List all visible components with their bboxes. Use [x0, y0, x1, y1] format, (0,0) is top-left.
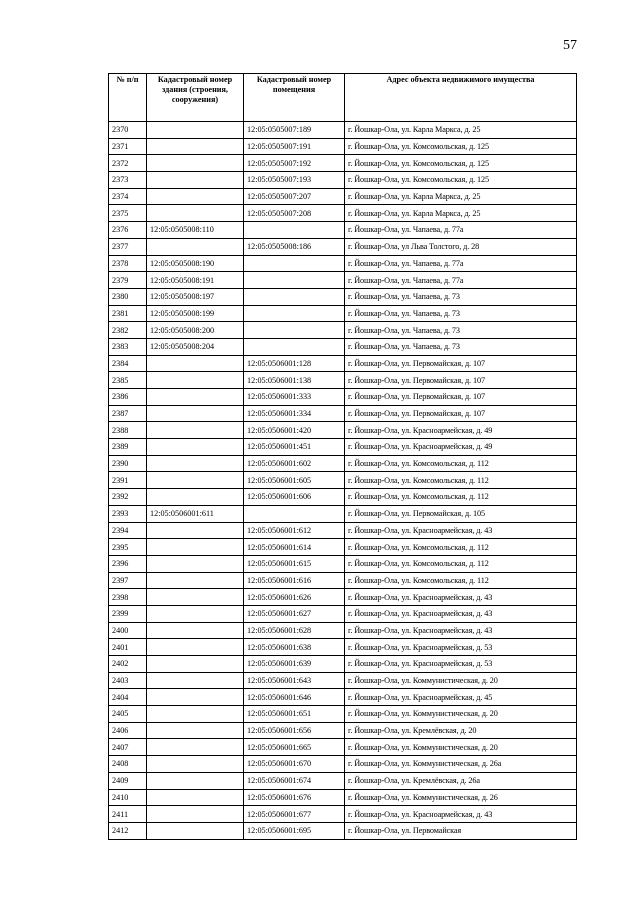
- address-cell: г. Йошкар-Ола, ул. Комсомольская, д. 125: [345, 138, 577, 155]
- table-row: [109, 789, 577, 806]
- table-row: [109, 439, 577, 456]
- header-row: [109, 74, 577, 122]
- premises-cadastral-cell: 12:05:0505008:186: [244, 238, 345, 255]
- row-number-cell: 2392: [109, 489, 147, 506]
- premises-cadastral-cell: 12:05:0506001:627: [244, 605, 345, 622]
- table-row: [109, 489, 577, 506]
- table-row: [109, 589, 577, 606]
- row-number-cell: 2387: [109, 405, 147, 422]
- building-cadastral-cell: [147, 405, 244, 422]
- row-number-cell: 2378: [109, 255, 147, 272]
- table-row: [109, 722, 577, 739]
- address-cell: г. Йошкар-Ола, ул. Комсомольская, д. 112: [345, 572, 577, 589]
- premises-cadastral-cell: 12:05:0506001:606: [244, 489, 345, 506]
- table-row: [109, 122, 577, 139]
- row-number-cell: 2385: [109, 372, 147, 389]
- table-row: [109, 222, 577, 239]
- table-row: [109, 756, 577, 773]
- premises-cadastral-cell: 12:05:0505007:192: [244, 155, 345, 172]
- building-cadastral-cell: [147, 539, 244, 556]
- table-row: [109, 505, 577, 522]
- premises-cadastral-cell: 12:05:0506001:639: [244, 656, 345, 673]
- table-row: [109, 689, 577, 706]
- row-number-cell: 2372: [109, 155, 147, 172]
- building-cadastral-cell: [147, 689, 244, 706]
- row-number-cell: 2376: [109, 222, 147, 239]
- premises-cadastral-cell: 12:05:0505007:189: [244, 122, 345, 139]
- table-row: [109, 172, 577, 189]
- premises-cadastral-cell: [244, 272, 345, 289]
- table-row: [109, 305, 577, 322]
- premises-cadastral-cell: 12:05:0506001:128: [244, 355, 345, 372]
- premises-cadastral-cell: 12:05:0506001:420: [244, 422, 345, 439]
- building-cadastral-cell: [147, 772, 244, 789]
- building-cadastral-cell: [147, 238, 244, 255]
- address-cell: г. Йошкар-Ола, ул. Чапаева, д. 77а: [345, 255, 577, 272]
- table-row: [109, 138, 577, 155]
- address-cell: г. Йошкар-Ола, ул. Чапаева, д. 73: [345, 288, 577, 305]
- premises-cadastral-cell: 12:05:0506001:651: [244, 706, 345, 723]
- building-cadastral-cell: [147, 722, 244, 739]
- row-number-cell: 2379: [109, 272, 147, 289]
- header-address: Адрес объекта недвижимого имущества: [345, 74, 577, 122]
- table-row: [109, 622, 577, 639]
- table-row: [109, 522, 577, 539]
- address-cell: г. Йошкар-Ола, ул. Чапаева, д. 77а: [345, 222, 577, 239]
- table-row: [109, 372, 577, 389]
- row-number-cell: 2405: [109, 706, 147, 723]
- row-number-cell: 2381: [109, 305, 147, 322]
- building-cadastral-cell: [147, 789, 244, 806]
- building-cadastral-cell: [147, 806, 244, 823]
- address-cell: г. Йошкар-Ола, ул. Комсомольская, д. 112: [345, 472, 577, 489]
- building-cadastral-cell: [147, 138, 244, 155]
- building-cadastral-cell: [147, 822, 244, 839]
- row-number-cell: 2396: [109, 555, 147, 572]
- row-number-cell: 2380: [109, 288, 147, 305]
- address-cell: г. Йошкар-Ола, ул. Карла Маркса, д. 25: [345, 188, 577, 205]
- address-cell: г. Йошкар-Ола, ул. Комсомольская, д. 112: [345, 539, 577, 556]
- row-number-cell: 2370: [109, 122, 147, 139]
- premises-cadastral-cell: 12:05:0506001:451: [244, 439, 345, 456]
- address-cell: г. Йошкар-Ола, ул. Первомайская, д. 107: [345, 389, 577, 406]
- building-cadastral-cell: [147, 605, 244, 622]
- address-cell: г. Йошкар-Ола, ул. Красноармейская, д. 43: [345, 806, 577, 823]
- premises-cadastral-cell: 12:05:0505007:207: [244, 188, 345, 205]
- building-cadastral-cell: [147, 155, 244, 172]
- table-header: [109, 74, 577, 122]
- header-building-cadastral: Кадастровый номер здания (строения, сооружения): [147, 74, 244, 122]
- address-cell: г. Йошкар-Ола, ул. Первомайская, д. 107: [345, 372, 577, 389]
- premises-cadastral-cell: 12:05:0506001:612: [244, 522, 345, 539]
- table-row: [109, 539, 577, 556]
- table-row: [109, 605, 577, 622]
- address-cell: г. Йошкар-Ола, ул. Красноармейская, д. 45: [345, 689, 577, 706]
- row-number-cell: 2402: [109, 656, 147, 673]
- building-cadastral-cell: 12:05:0505008:197: [147, 288, 244, 305]
- address-cell: г. Йошкар-Ола, ул. Коммунистическая, д. 26а: [345, 756, 577, 773]
- table-row: [109, 455, 577, 472]
- premises-cadastral-cell: 12:05:0506001:676: [244, 789, 345, 806]
- table-row: [109, 772, 577, 789]
- address-cell: г. Йошкар-Ола, ул. Комсомольская, д. 125: [345, 155, 577, 172]
- table-row: [109, 572, 577, 589]
- row-number-cell: 2393: [109, 505, 147, 522]
- address-cell: г. Йошкар-Ола, ул. Первомайская, д. 105: [345, 505, 577, 522]
- premises-cadastral-cell: [244, 288, 345, 305]
- premises-cadastral-cell: 12:05:0506001:638: [244, 639, 345, 656]
- premises-cadastral-cell: [244, 305, 345, 322]
- building-cadastral-cell: 12:05:0505008:204: [147, 338, 244, 355]
- building-cadastral-cell: [147, 739, 244, 756]
- address-cell: г. Йошкар-Ола, ул. Первомайская, д. 107: [345, 355, 577, 372]
- row-number-cell: 2384: [109, 355, 147, 372]
- header-premises-cadastral: Кадастровый номер помещения: [244, 74, 345, 122]
- table-row: [109, 355, 577, 372]
- row-number-cell: 2375: [109, 205, 147, 222]
- building-cadastral-cell: [147, 756, 244, 773]
- table-body: [109, 122, 577, 840]
- building-cadastral-cell: 12:05:0506001:611: [147, 505, 244, 522]
- premises-cadastral-cell: 12:05:0506001:674: [244, 772, 345, 789]
- address-cell: г. Йошкар-Ола, ул. Карла Маркса, д. 25: [345, 122, 577, 139]
- building-cadastral-cell: 12:05:0505008:190: [147, 255, 244, 272]
- building-cadastral-cell: [147, 572, 244, 589]
- table-row: [109, 338, 577, 355]
- row-number-cell: 2401: [109, 639, 147, 656]
- table-row: [109, 739, 577, 756]
- row-number-cell: 2389: [109, 439, 147, 456]
- building-cadastral-cell: 12:05:0505008:191: [147, 272, 244, 289]
- premises-cadastral-cell: 12:05:0506001:670: [244, 756, 345, 773]
- building-cadastral-cell: [147, 389, 244, 406]
- row-number-cell: 2410: [109, 789, 147, 806]
- address-cell: г. Йошкар-Ола, ул. Первомайская: [345, 822, 577, 839]
- address-cell: г. Йошкар-Ола, ул. Красноармейская, д. 43: [345, 589, 577, 606]
- row-number-cell: 2403: [109, 672, 147, 689]
- table-row: [109, 155, 577, 172]
- row-number-cell: 2411: [109, 806, 147, 823]
- building-cadastral-cell: [147, 355, 244, 372]
- row-number-cell: 2407: [109, 739, 147, 756]
- row-number-cell: 2394: [109, 522, 147, 539]
- address-cell: г. Йошкар-Ола, ул. Комсомольская, д. 112: [345, 489, 577, 506]
- premises-cadastral-cell: 12:05:0505007:191: [244, 138, 345, 155]
- table-row: [109, 656, 577, 673]
- premises-cadastral-cell: 12:05:0506001:334: [244, 405, 345, 422]
- building-cadastral-cell: [147, 472, 244, 489]
- premises-cadastral-cell: 12:05:0506001:605: [244, 472, 345, 489]
- row-number-cell: 2399: [109, 605, 147, 622]
- address-cell: г. Йошкар-Ола, ул. Первомайская, д. 107: [345, 405, 577, 422]
- address-cell: г. Йошкар-Ола, ул. Коммунистическая, д. 20: [345, 706, 577, 723]
- premises-cadastral-cell: 12:05:0506001:656: [244, 722, 345, 739]
- address-cell: г. Йошкар-Ола, ул. Красноармейская, д. 53: [345, 656, 577, 673]
- premises-cadastral-cell: 12:05:0506001:614: [244, 539, 345, 556]
- row-number-cell: 2404: [109, 689, 147, 706]
- address-cell: г. Йошкар-Ола, ул Льва Толстого, д. 28: [345, 238, 577, 255]
- row-number-cell: 2373: [109, 172, 147, 189]
- address-cell: г. Йошкар-Ола, ул. Красноармейская, д. 43: [345, 605, 577, 622]
- table-row: [109, 822, 577, 839]
- premises-cadastral-cell: 12:05:0506001:626: [244, 589, 345, 606]
- building-cadastral-cell: [147, 706, 244, 723]
- address-cell: г. Йошкар-Ола, ул. Чапаева, д. 73: [345, 305, 577, 322]
- building-cadastral-cell: [147, 372, 244, 389]
- table-row: [109, 238, 577, 255]
- premises-cadastral-cell: 12:05:0506001:695: [244, 822, 345, 839]
- table-row: [109, 389, 577, 406]
- premises-cadastral-cell: [244, 222, 345, 239]
- table-row: [109, 706, 577, 723]
- premises-cadastral-cell: 12:05:0506001:602: [244, 455, 345, 472]
- premises-cadastral-cell: 12:05:0506001:646: [244, 689, 345, 706]
- building-cadastral-cell: 12:05:0505008:200: [147, 322, 244, 339]
- address-cell: г. Йошкар-Ола, ул. Чапаева, д. 73: [345, 338, 577, 355]
- premises-cadastral-cell: [244, 255, 345, 272]
- premises-cadastral-cell: [244, 338, 345, 355]
- premises-cadastral-cell: 12:05:0505007:193: [244, 172, 345, 189]
- building-cadastral-cell: [147, 639, 244, 656]
- row-number-cell: 2390: [109, 455, 147, 472]
- table-row: [109, 555, 577, 572]
- building-cadastral-cell: [147, 555, 244, 572]
- table-row: [109, 405, 577, 422]
- address-cell: г. Йошкар-Ола, ул. Чапаева, д. 77а: [345, 272, 577, 289]
- premises-cadastral-cell: 12:05:0506001:138: [244, 372, 345, 389]
- premises-cadastral-cell: 12:05:0506001:615: [244, 555, 345, 572]
- building-cadastral-cell: [147, 455, 244, 472]
- row-number-cell: 2382: [109, 322, 147, 339]
- address-cell: г. Йошкар-Ола, ул. Красноармейская, д. 49: [345, 422, 577, 439]
- row-number-cell: 2398: [109, 589, 147, 606]
- row-number-cell: 2412: [109, 822, 147, 839]
- row-number-cell: 2371: [109, 138, 147, 155]
- premises-cadastral-cell: 12:05:0506001:616: [244, 572, 345, 589]
- address-cell: г. Йошкар-Ола, ул. Карла Маркса, д. 25: [345, 205, 577, 222]
- table-row: [109, 255, 577, 272]
- premises-cadastral-cell: 12:05:0506001:628: [244, 622, 345, 639]
- row-number-cell: 2374: [109, 188, 147, 205]
- address-cell: г. Йошкар-Ола, ул. Чапаева, д. 73: [345, 322, 577, 339]
- premises-cadastral-cell: 12:05:0506001:643: [244, 672, 345, 689]
- row-number-cell: 2406: [109, 722, 147, 739]
- building-cadastral-cell: [147, 422, 244, 439]
- building-cadastral-cell: [147, 205, 244, 222]
- address-cell: г. Йошкар-Ола, ул. Красноармейская, д. 53: [345, 639, 577, 656]
- table-row: [109, 422, 577, 439]
- address-cell: г. Йошкар-Ола, ул. Кремлёвская, д. 26а: [345, 772, 577, 789]
- building-cadastral-cell: [147, 188, 244, 205]
- address-cell: г. Йошкар-Ола, ул. Красноармейская, д. 43: [345, 622, 577, 639]
- row-number-cell: 2395: [109, 539, 147, 556]
- premises-cadastral-cell: 12:05:0506001:665: [244, 739, 345, 756]
- building-cadastral-cell: [147, 439, 244, 456]
- page-number: 57: [563, 38, 577, 53]
- table-row: [109, 188, 577, 205]
- address-cell: г. Йошкар-Ола, ул. Кремлёвская, д. 20: [345, 722, 577, 739]
- building-cadastral-cell: [147, 489, 244, 506]
- row-number-cell: 2391: [109, 472, 147, 489]
- table-row: [109, 639, 577, 656]
- building-cadastral-cell: [147, 122, 244, 139]
- address-cell: г. Йошкар-Ола, ул. Коммунистическая, д. 20: [345, 672, 577, 689]
- row-number-cell: 2383: [109, 338, 147, 355]
- address-cell: г. Йошкар-Ола, ул. Комсомольская, д. 112: [345, 455, 577, 472]
- premises-cadastral-cell: [244, 322, 345, 339]
- building-cadastral-cell: [147, 522, 244, 539]
- table-row: [109, 806, 577, 823]
- table-row: [109, 672, 577, 689]
- address-cell: г. Йошкар-Ола, ул. Красноармейская, д. 49: [345, 439, 577, 456]
- premises-cadastral-cell: 12:05:0506001:333: [244, 389, 345, 406]
- building-cadastral-cell: [147, 622, 244, 639]
- header-num: № п/п: [109, 74, 147, 122]
- table-row: [109, 272, 577, 289]
- building-cadastral-cell: [147, 589, 244, 606]
- address-cell: г. Йошкар-Ола, ул. Красноармейская, д. 43: [345, 522, 577, 539]
- table-row: [109, 288, 577, 305]
- table-row: [109, 322, 577, 339]
- table-row: [109, 472, 577, 489]
- address-cell: г. Йошкар-Ола, ул. Комсомольская, д. 112: [345, 555, 577, 572]
- table-row: [109, 205, 577, 222]
- building-cadastral-cell: 12:05:0505008:199: [147, 305, 244, 322]
- row-number-cell: 2400: [109, 622, 147, 639]
- row-number-cell: 2408: [109, 756, 147, 773]
- row-number-cell: 2377: [109, 238, 147, 255]
- building-cadastral-cell: [147, 172, 244, 189]
- address-cell: г. Йошкар-Ола, ул. Коммунистическая, д. 20: [345, 739, 577, 756]
- building-cadastral-cell: [147, 656, 244, 673]
- property-registry-table: [108, 73, 577, 840]
- premises-cadastral-cell: [244, 505, 345, 522]
- row-number-cell: 2388: [109, 422, 147, 439]
- address-cell: г. Йошкар-Ола, ул. Комсомольская, д. 125: [345, 172, 577, 189]
- premises-cadastral-cell: 12:05:0506001:677: [244, 806, 345, 823]
- premises-cadastral-cell: 12:05:0505007:208: [244, 205, 345, 222]
- building-cadastral-cell: [147, 672, 244, 689]
- row-number-cell: 2397: [109, 572, 147, 589]
- building-cadastral-cell: 12:05:0505008:110: [147, 222, 244, 239]
- row-number-cell: 2386: [109, 389, 147, 406]
- row-number-cell: 2409: [109, 772, 147, 789]
- address-cell: г. Йошкар-Ола, ул. Коммунистическая, д. 26: [345, 789, 577, 806]
